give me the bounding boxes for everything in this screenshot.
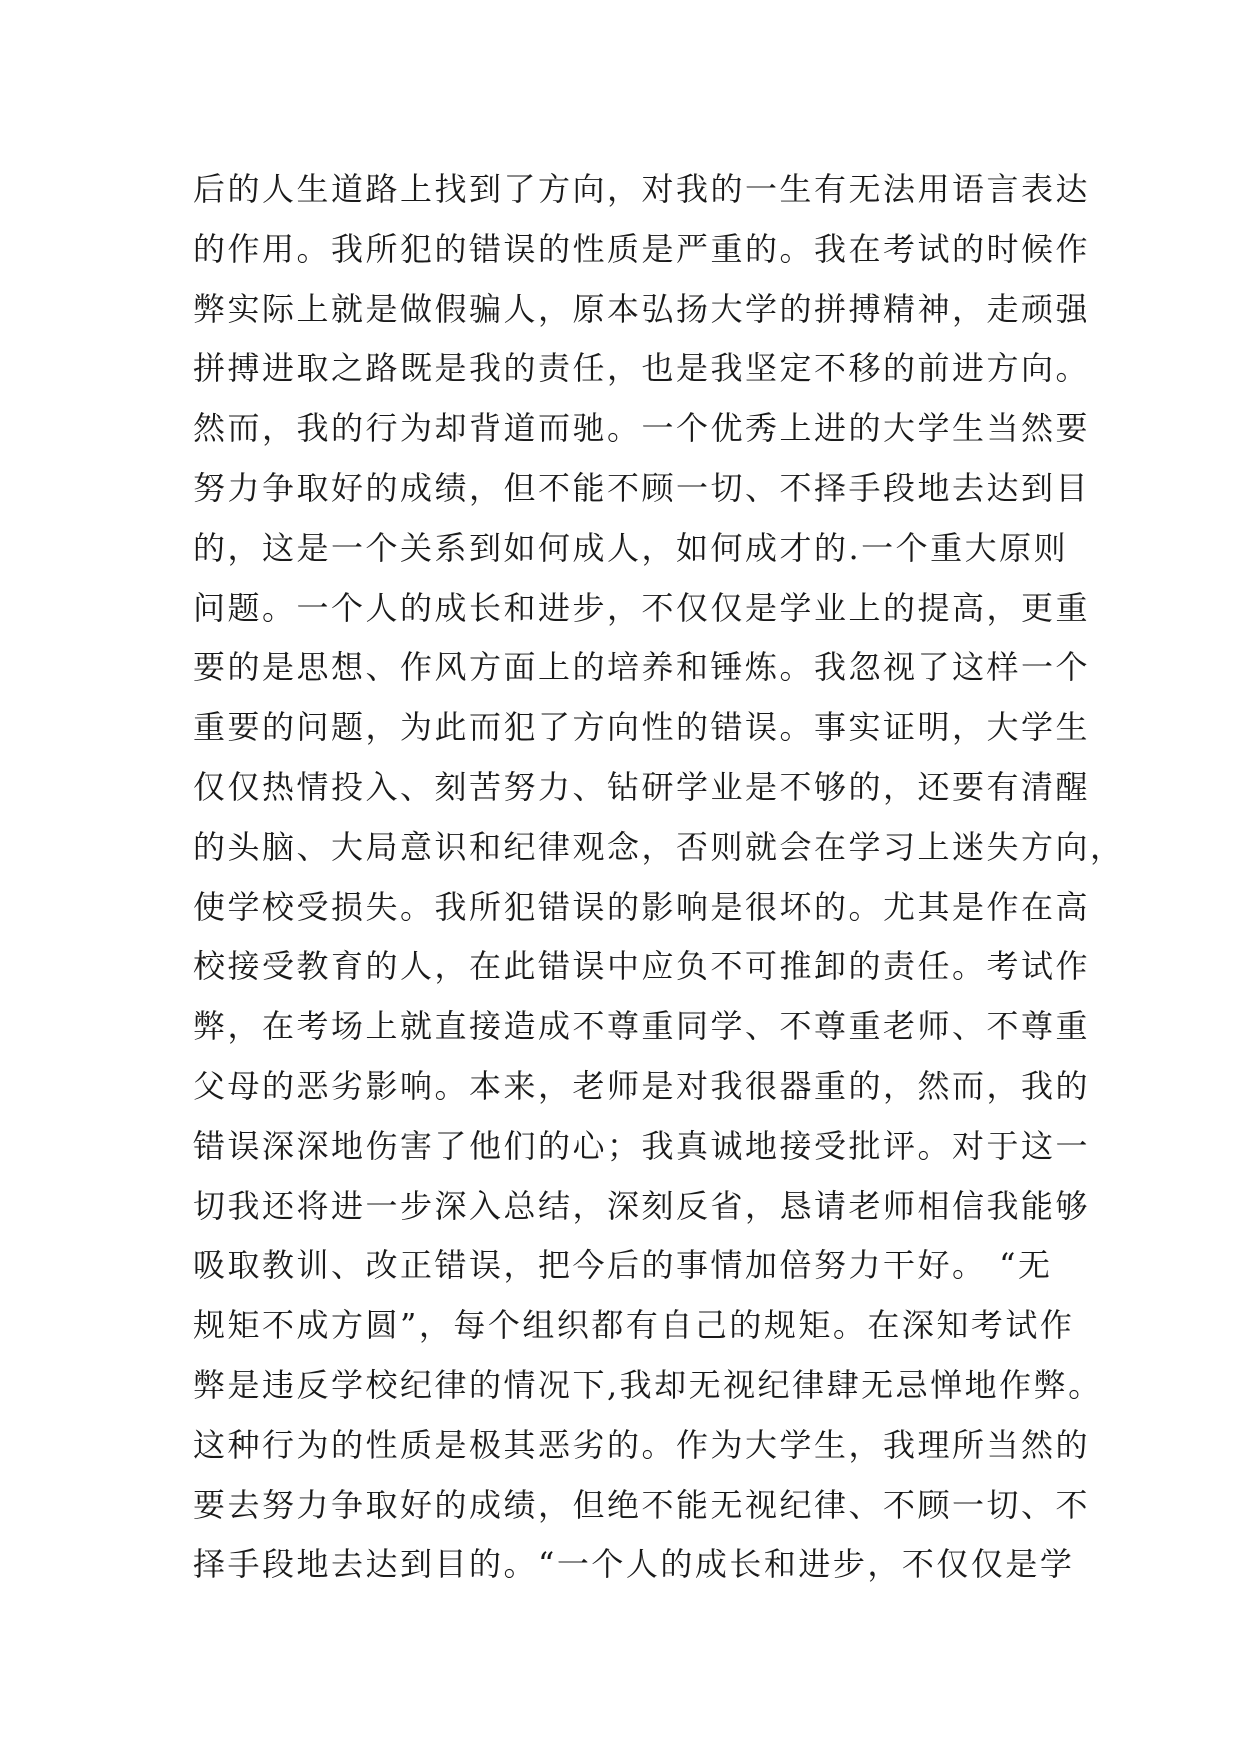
text-line: 拼搏进取之路既是我的责任，也是我坚定不移的前进方向。 — [193, 349, 1091, 388]
text-line: 切我还将进一步深入总结，深刻反省，恳请老师相信我能够 — [193, 1186, 1091, 1225]
text-line: 弊实际上就是做假骗人，原本弘扬大学的拼搏精神，走顽强 — [193, 289, 1091, 328]
text-line: 的，这是一个关系到如何成人，如何成才的.一个重大原则 — [193, 528, 1069, 567]
text-line: 吸取教训、改正错误，把今后的事情加倍努力干好。 “无 — [193, 1246, 1053, 1285]
text-line: 使学校受损失。我所犯错误的影响是很坏的。尤其是作在高 — [193, 887, 1091, 926]
text-line: 问题。一个人的成长和进步，不仅仅是学业上的提高，更重 — [193, 588, 1091, 627]
text-line: 弊，在考场上就直接造成不尊重同学、不尊重老师、不尊重 — [193, 1007, 1091, 1046]
text-line: 要去努力争取好的成绩，但绝不能无视纪律、不顾一切、不 — [193, 1485, 1091, 1524]
text-line: 要的是思想、作风方面上的培养和锤炼。我忽视了这样一个 — [193, 648, 1091, 687]
text-line: 重要的问题，为此而犯了方向性的错误。事实证明，大学生 — [193, 708, 1091, 747]
text-line: 这种行为的性质是极其恶劣的。作为大学生，我理所当然的 — [193, 1425, 1091, 1464]
text-line: 后的人生道路上找到了方向，对我的一生有无法用语言表达 — [193, 170, 1091, 208]
text-line: 错误深深地伤害了他们的心；我真诚地接受批评。对于这一 — [193, 1126, 1091, 1165]
text-line: 的作用。我所犯的错误的性质是严重的。我在考试的时候作 — [193, 229, 1091, 268]
text-line: 规矩不成方圆”，每个组织都有自己的规矩。在深知考试作 — [193, 1306, 1075, 1345]
text-line: 择手段地去达到目的。“一个人的成长和进步，不仅仅是学 — [193, 1545, 1075, 1584]
body-text — [193, 160, 1125, 1595]
text-line: 校接受教育的人，在此错误中应负不可推卸的责任。考试作 — [193, 947, 1091, 986]
text-line: 仅仅热情投入、刻苦努力、钻研学业是不够的，还要有清醒 — [193, 767, 1091, 806]
text-line: 父母的恶劣影响。本来，老师是对我很器重的，然而，我的 — [193, 1066, 1091, 1105]
text-line: 弊是违反学校纪律的情况下,我却无视纪律肆无忌惮地作弊。 — [193, 1365, 1103, 1404]
text-line: 然而，我的行为却背道而驰。一个优秀上进的大学生当然要 — [193, 409, 1091, 448]
text-line: 努力争取好的成绩，但不能不顾一切、不择手段地去达到目 — [193, 468, 1091, 507]
text-line: 的头脑、大局意识和纪律观念，否则就会在学习上迷失方向， — [193, 827, 1125, 866]
